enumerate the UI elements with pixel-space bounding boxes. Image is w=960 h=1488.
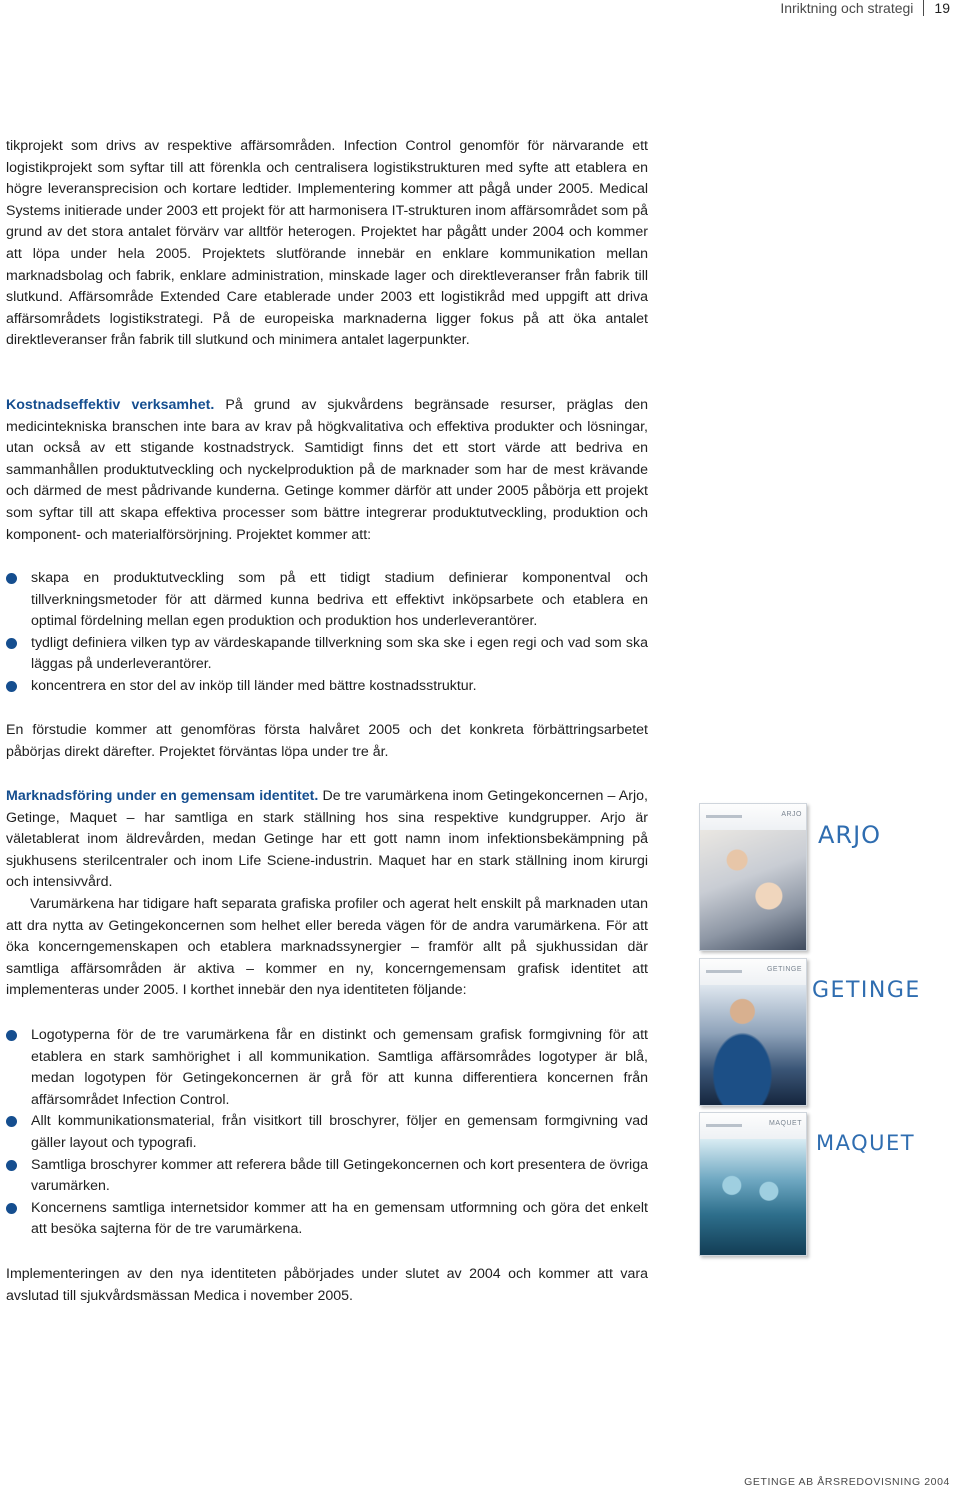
list-item: Samtliga broschyrer kommer att referera både till Getingekoncernen och kort presentera de övriga varumärken.	[6, 1155, 648, 1198]
running-header	[780, 0, 950, 16]
cover-photo	[700, 1139, 806, 1255]
paragraph-body: På grund av sjukvårdens begränsade resurser, präglas den medicintekniska branschen inte bara av krav på högkvalitativa och effektiva produkter och lösningar, utan också av ett stigande kostnadstryck. Samtidigt finns det ett stort värde att bedriva en sammanhållen produktutveckling och nyckelproduktion på de marknader som har de mest krävande och därmed de mest pådrivande kunderna. Getinge kommer därför att under 2005 påbörja ett projekt som syftar till att skapa effektiva processer som bättre integrerar produktutveckling, produktion och komponent- och materialförsörjning. Projektet kommer att:	[6, 397, 648, 543]
cover-photo	[700, 985, 806, 1105]
cover-strip	[700, 959, 806, 985]
section-title: Inriktning och strategi	[780, 0, 914, 16]
list-item: koncentrera en stor del av inköp till länder med bättre kostnadsstruktur.	[6, 676, 648, 698]
paragraph-marketing	[6, 786, 648, 1002]
paragraph-text: tikprojekt som drivs av respektive affärsområden. Infection Control genomför för närvarande ett logistikprojekt som syftar till att förenkla och centralisera logistikstrukturen med syfte att etablera en högre leveransprecision och kortare ledtider. Implementering kommer att pågå under 2005. Medical Systems initierade under 2003 ett projekt för att harmonisera IT-strukturen inom affärsområdet som på grund av det stora antalet förvärv var alltför heterogen. Projektet har pågått under 2004 och kommer att löpa under hela 2005. Projektets slutförande innebär en enklare kommunikation mellan marknadsbolag och fabrik, enklare administration, minskade lager och direktleveranser från fabrik till slutkund. Affärsområde Extended Care etablerade under 2003 ett logistikråd med uppgift att driva affärsområdets logistikstrategi. På de europeiska marknaderna ligger fokus på att öka antalet direktleveranser från fabrik till slutkund och minimera antalet lagerpunkter.	[6, 138, 648, 349]
list-item: skapa en produktutveckling som på ett tidigt stadium definierar komponentval och tillverkningsmetoder för att därmed kunna bedriva ett effektivt inköpsarbete och etablera en optimal fördelning mellan egen produktion och produktion hos underleverantörer.	[6, 568, 648, 633]
list-item: Logotyperna för de tre varumärkena får en distinkt och gemensam grafisk formgivning för att etablera en stark samhörighet i all kommunikation. Samtliga affärsområdes logotyper är blå, medan logotypen för Getingekoncernen är grå för att kunna differentiera koncernen från affärsområdet Infection Control.	[6, 1025, 648, 1111]
list-item: Koncernens samtliga internetsidor kommer att ha en gemensam utformning och göra det enkelt att besöka sajterna för de tre varumärkena.	[6, 1198, 648, 1241]
cover-strip	[700, 1113, 806, 1139]
paragraph-text: En förstudie kommer att genomföras första halvåret 2005 och det konkreta förbättringsarbetet påbörjas direkt därefter. Projektet förväntas löpa under tre år.	[6, 722, 648, 760]
cover-photo	[700, 830, 806, 950]
paragraph-body: De tre varumärkena inom Getingekoncernen – Arjo, Getinge, Maquet – har samtliga en stark ställning hos sina respektive kundgrupper. Arjo är väletablerat inom äldrevården, medan Getinge har ett gott namn inom infektionsbekämpning på sjukhusens sterilcentraler och inom Life Sciene-industrin. Maquet har en stark ställning inom kirurgi och intensivvård.	[6, 788, 648, 891]
brochure-cover-maquet	[699, 1112, 807, 1256]
paragraph-cost-efficiency	[6, 395, 648, 546]
paragraph-implementation	[6, 1264, 648, 1307]
paragraph-prestudy	[6, 720, 648, 763]
list-item: Allt kommunikationsmaterial, från visitkort till broschyrer, följer en gemensam formgivning vad gäller layout och typografi.	[6, 1111, 648, 1154]
cover-strip	[700, 804, 806, 830]
maquet-logo: MAQUET	[816, 1131, 916, 1155]
cover-tag: MAQUET	[769, 1120, 802, 1127]
arjo-logo: ARJO	[818, 821, 882, 849]
list-item: tydligt definiera vilken typ av värdeskapande tillverkning som ska ske i egen regi och vad som ska läggas på underleverantörer.	[6, 633, 648, 676]
paragraph-logistics	[6, 136, 648, 352]
section-heading: Kostnadseffektiv verksamhet.	[6, 397, 215, 413]
getinge-logo: GETINGE	[812, 978, 921, 1003]
header-divider	[923, 0, 924, 16]
section-heading: Marknadsföring under en gemensam identitet.	[6, 788, 319, 804]
paragraph-text	[6, 395, 648, 546]
brochure-cover-arjo	[699, 803, 807, 951]
bullet-list-identity	[6, 1025, 648, 1241]
cover-tag: GETINGE	[766, 966, 802, 973]
paragraph-text: Implementeringen av den nya identiteten påbörjades under slutet av 2004 och kommer att vara avslutad till sjukvårdsmässan Medica i november 2005.	[6, 1266, 648, 1304]
page-footer: GETINGE AB ÅRSREDOVISNING 2004	[744, 1476, 950, 1488]
paragraph-text	[6, 786, 648, 894]
bullet-list-project	[6, 568, 648, 698]
brochure-cover-getinge	[699, 958, 807, 1106]
cover-tag: ARJO	[781, 811, 802, 818]
page-number: 19	[934, 0, 950, 16]
paragraph-text: Varumärkena har tidigare haft separata grafiska profiler och agerat helt enskilt på marknaden utan att dra nytta av Getingekoncernen som helhet eller bereda vägen för de andra varumärkena. För att öka koncerngemenskapen och etablera marknadssynergier – framför allt på sjukhussidan där samtliga affärsområden är aktiva – kommer en ny, koncerngemensam grafisk identitet att implementeras under 2005. I korthet innebär den nya identiteten följande:	[6, 895, 648, 999]
